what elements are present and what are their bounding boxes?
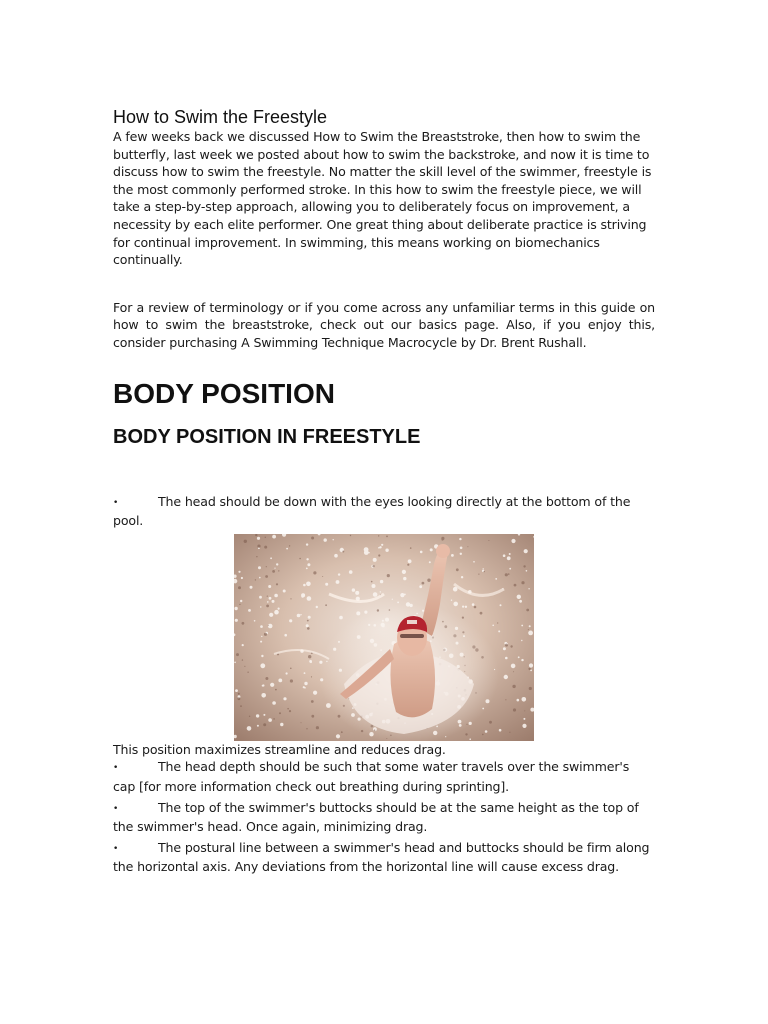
bullet-dot: • — [113, 497, 119, 508]
bullet-dot: • — [113, 843, 119, 854]
section-heading: BODY POSITION — [113, 377, 335, 409]
document-page — [113, 106, 655, 876]
photo-caption: This position maximizes streamline and reduces drag. — [113, 741, 446, 757]
bullet-item — [113, 839, 655, 876]
bullet-text: The head should be down with the eyes looking directly at the bottom of the pool. — [113, 493, 631, 529]
review-paragraph: For a review of terminology or if you come across any unfamiliar terms in this guide on how to swim the breaststroke, check out our basics page. Also, if you enjoy this, consider purchasing A Swimming Technique Macrocycle by Dr. Brent Rushall. — [113, 299, 655, 350]
bullet-dot: • — [113, 803, 119, 814]
section-subheading: BODY POSITION IN FREESTYLE — [113, 425, 421, 448]
swimmer-photo — [234, 534, 534, 741]
bullet-item — [113, 799, 655, 836]
bullet-item — [113, 758, 655, 795]
bullet-dot: • — [113, 763, 119, 774]
article-title: How to Swim the Freestyle — [113, 107, 328, 127]
intro-paragraph: A few weeks back we discussed How to Swim the Breaststroke, then how to swim the butterfly, last week we posted about how to swim the backstroke, and now it is time to discuss how to swim the freestyle. No matter the skill level of the swimmer, freestyle is the most commonly performed stroke. In this how to swim the freestyle piece, we will take a step-by-step approach, allowing you to deliberately focus on improvement, a necessity by each elite performer. One great thing about deliberate practice is striving for continual improvement. In swimming, this means working on biomechanics continually. — [113, 129, 652, 268]
bullet-text: The postural line between a swimmer's head and buttocks should be firm along the horizontal axis. Any deviations from the horizontal line will cause excess drag. — [113, 839, 650, 875]
bullet-text: The head depth should be such that some water travels over the swimmer's cap [for more information check out breathing during sprinting]. — [113, 759, 630, 794]
bullet-text: The top of the swimmer's buttocks should be at the same height as the top of the swimmer's head. Once again, minimizing drag. — [113, 799, 639, 835]
bullet-item — [113, 493, 655, 530]
